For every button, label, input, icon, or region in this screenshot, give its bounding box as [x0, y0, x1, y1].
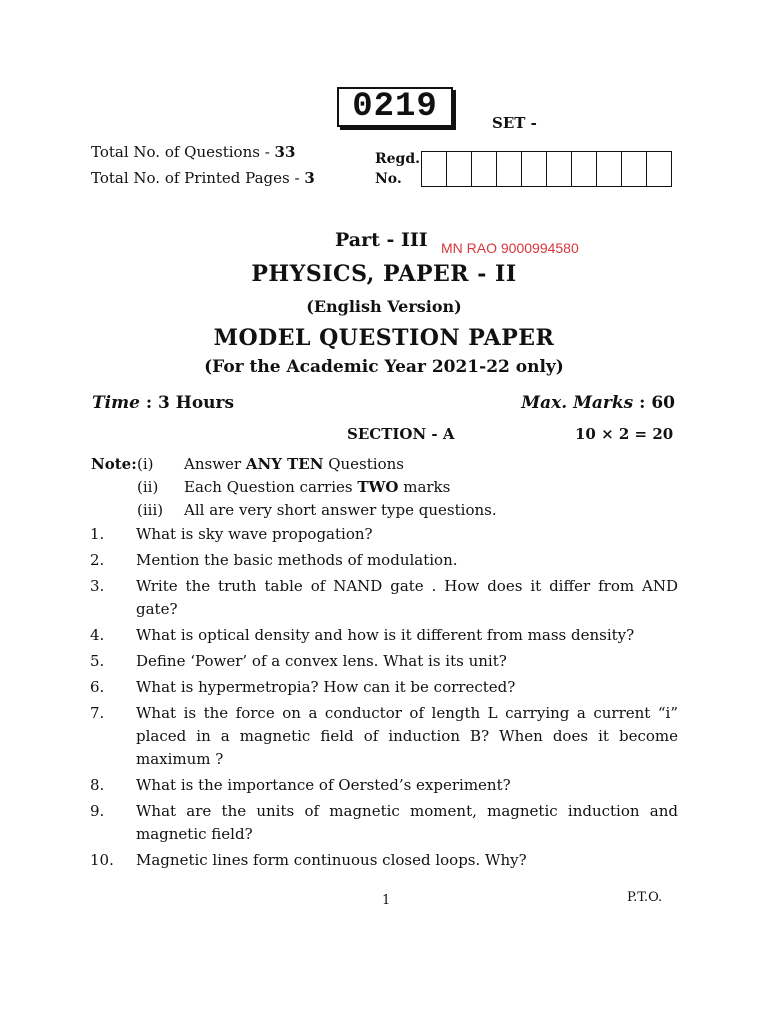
note-label: Note: — [91, 455, 137, 473]
time-value: : 3 Hours — [145, 393, 235, 413]
instruction-number: (i) — [137, 455, 154, 473]
regd-number-box — [522, 152, 547, 186]
question-item — [90, 849, 678, 872]
section-title: SECTION - A — [347, 425, 455, 443]
regd-number-box — [472, 152, 497, 186]
instruction-number: (iii) — [137, 501, 164, 519]
question-item — [90, 800, 678, 846]
question-item — [90, 676, 678, 699]
section-marks: 10 × 2 = 20 — [575, 425, 674, 443]
max-marks — [521, 393, 675, 413]
question-text: Define ‘Power’ of a convex lens. What is its unit? — [136, 652, 507, 670]
instruction-text-post: Questions — [323, 455, 404, 473]
question-text: What is hypermetropia? How can it be corrected? — [136, 678, 516, 696]
question-text: Mention the basic methods of modulation. — [136, 551, 458, 569]
set-label: SET - — [492, 114, 537, 132]
paper-code-box — [337, 87, 453, 127]
regd-number-box — [547, 152, 572, 186]
total-questions — [91, 143, 295, 161]
regd-label-line1: Regd. — [375, 151, 420, 167]
question-number: 4. — [90, 626, 105, 644]
regd-label — [375, 149, 420, 189]
question-number: 5. — [90, 652, 105, 670]
time-allowed — [92, 393, 234, 413]
question-item — [90, 702, 678, 771]
question-text: Write the truth table of NAND gate . How does it differ from AND gate? — [136, 577, 678, 618]
question-text: What are the units of magnetic moment, magnetic induction and magnetic field? — [136, 802, 678, 843]
regd-number-box — [597, 152, 622, 186]
subject-title: PHYSICS, PAPER - II — [251, 261, 517, 287]
instruction-text — [184, 476, 450, 499]
question-item — [90, 549, 678, 572]
instruction-text-pre: Answer — [184, 455, 246, 473]
instruction-text-post: marks — [398, 478, 451, 496]
question-text: What is optical density and how is it different from mass density? — [136, 626, 635, 644]
regd-number-box — [647, 152, 672, 186]
regd-number-box — [622, 152, 647, 186]
max-marks-label: Max. Marks — [521, 393, 634, 413]
regd-number-box — [422, 152, 447, 186]
question-number: 7. — [90, 704, 105, 722]
total-questions-label: Total No. of Questions - — [91, 143, 275, 161]
total-questions-value: 33 — [274, 143, 296, 161]
question-number: 10. — [90, 851, 114, 869]
total-pages-value: 3 — [304, 169, 315, 187]
regd-number-box — [572, 152, 597, 186]
question-text: What is the force on a conductor of length L carrying a current “i” placed in a magnetic field of induction B? When does it become maximum ? — [136, 704, 678, 768]
instruction-text — [184, 453, 404, 476]
regd-number-grid — [421, 151, 672, 187]
regd-number-box — [447, 152, 472, 186]
instruction-text-bold: TWO — [357, 478, 399, 496]
question-number: 8. — [90, 776, 105, 794]
instruction-text-pre: All are very short answer type questions. — [184, 501, 497, 519]
question-item — [90, 523, 678, 546]
instruction-text-pre: Each Question carries — [184, 478, 358, 496]
instruction-number: (ii) — [137, 478, 159, 496]
total-pages-label: Total No. of Printed Pages - — [91, 169, 305, 187]
question-item — [90, 650, 678, 673]
question-text: Magnetic lines form continuous closed loops. Why? — [136, 851, 527, 869]
page-number: 1 — [382, 893, 391, 908]
question-item — [90, 774, 678, 797]
instruction-text — [184, 499, 497, 522]
question-item — [90, 575, 678, 621]
pto-label: P.T.O. — [627, 890, 663, 905]
question-text: What is sky wave propogation? — [136, 525, 373, 543]
question-number: 6. — [90, 678, 105, 696]
instruction-text-bold: ANY TEN — [245, 455, 324, 473]
time-label: Time — [92, 393, 140, 413]
version-label: (English Version) — [306, 297, 462, 316]
total-pages — [91, 169, 315, 187]
academic-year: (For the Academic Year 2021-22 only) — [204, 357, 564, 377]
watermark-text: MN RAO 9000994580 — [441, 240, 579, 256]
regd-label-line2: No. — [375, 171, 402, 187]
question-number: 2. — [90, 551, 105, 569]
part-label: Part - III — [335, 229, 428, 251]
question-number: 9. — [90, 802, 105, 820]
question-text: What is the importance of Oersted’s experiment? — [136, 776, 511, 794]
question-list — [90, 523, 678, 875]
max-marks-value: : 60 — [639, 393, 675, 413]
question-number: 3. — [90, 577, 105, 595]
regd-number-box — [497, 152, 522, 186]
question-number: 1. — [90, 525, 105, 543]
paper-code: 0219 — [352, 88, 438, 126]
question-item — [90, 624, 678, 647]
paper-type-title: MODEL QUESTION PAPER — [213, 325, 555, 351]
